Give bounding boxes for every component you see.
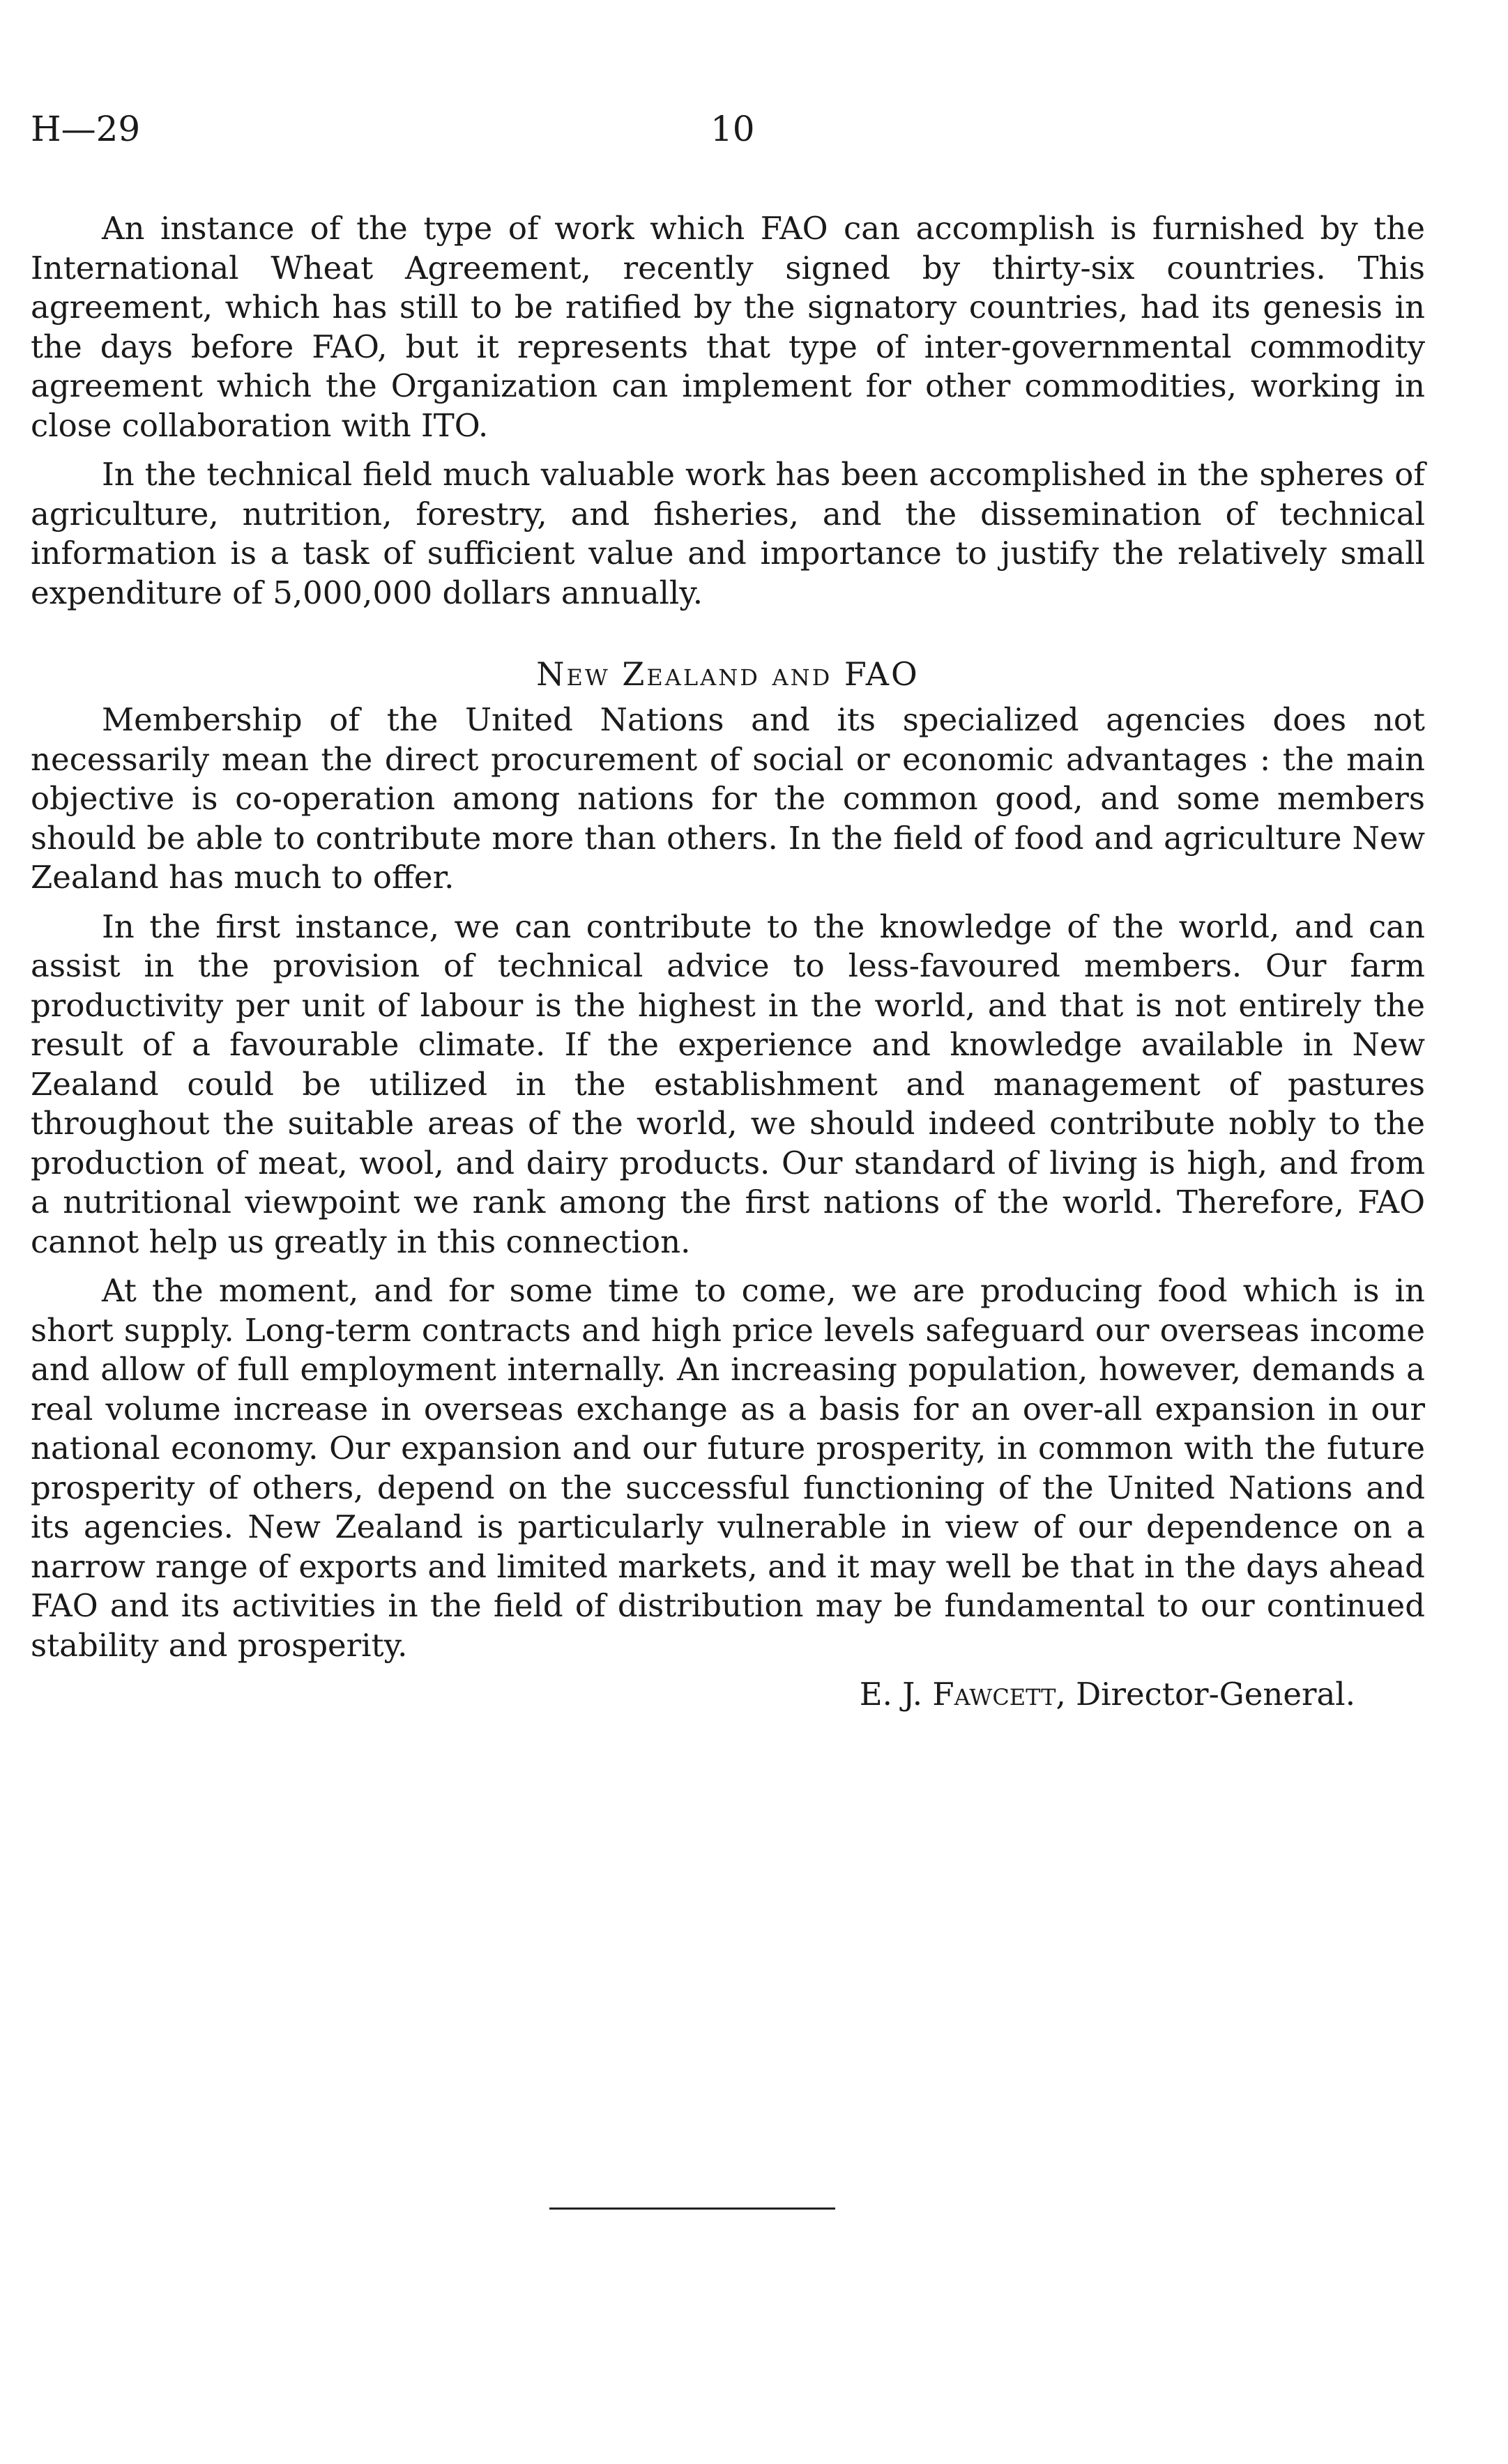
page-header xyxy=(31,98,1425,160)
document-code: H—29 xyxy=(31,109,141,149)
paragraph-technical-field: In the technical field much valuable work has been accomplished in the spheres of agriculture, nutrition, forestry, and fisheries, and the dissemination of technical information is a task of sufficient value and importance to justify the relatively small expenditure of 5,000,000 dollars annually. xyxy=(31,456,1425,611)
paragraph-membership: Membership of the United Nations and its specialized agencies does not necessarily mean the direct procurement of social or economic advantages : the main objective is co-operation among nations for the common good, and some members should be able to contribute more than others. In the field of food and agriculture New Zealand has much to offer. xyxy=(31,701,1425,896)
end-rule-divider xyxy=(549,2207,835,2210)
section-heading: New Zealand and FAO xyxy=(536,655,920,693)
paragraph-wheat-agreement: An instance of the type of work which FAO can accomplish is furnished by the International Wheat Agreement, recently signed by thirty-six countries. This agreement, which has still to be ratified by the signatory countries, had its genesis in the days before FAO, but it represents that type of inter-governmental commodity agreement which the Organization can implement for other commodities, working in close collaboration with ITO. xyxy=(31,210,1425,444)
signature-name: Fawcett, xyxy=(932,1676,1066,1713)
paragraph-contribution: In the first instance, we can contribute to the knowledge of the world, and can assist in the provision of technical advice to less-favoured members. Our farm productivity per unit of labour is the highest in the world, and that is not entirely the result of a favourable climate. If the experience and knowledge available in New Zealand could be utilized in the establishment and management of pastures throughout the suitable areas of the world, we should indeed contribute nobly to the production of meat, wool, and dairy products. Our standard of living is high, and from a nutritional viewpoint we rank among the first nations of the world. Therefore, FAO cannot help us greatly in this connection. xyxy=(31,908,1425,1260)
signature-title: Director-General. xyxy=(1076,1676,1355,1713)
signature-initials: E. J. xyxy=(859,1676,923,1713)
document-body xyxy=(31,209,1425,1715)
signature xyxy=(31,1675,1425,1715)
page-number: 10 xyxy=(710,109,755,149)
paragraph-food-supply: At the moment, and for some time to come, we are producing food which is in short supply. Long-term contracts and high price levels safeguard our overseas income and allow of full employment internally. An increasing population, however, demands a real volume increase in overseas exchange as a basis for an over-all expansion in our national economy. Our expansion and our future prosperity, in common with the future prosperity of others, depend on the successful functioning of the United Nations and its agencies. New Zealand is particularly vulnerable in view of our dependence on a narrow range of exports and limited markets, and it may well be that in the days ahead FAO and its activities in the field of distribution may be fundamental to our continued stability and prosperity. xyxy=(31,1272,1425,1664)
